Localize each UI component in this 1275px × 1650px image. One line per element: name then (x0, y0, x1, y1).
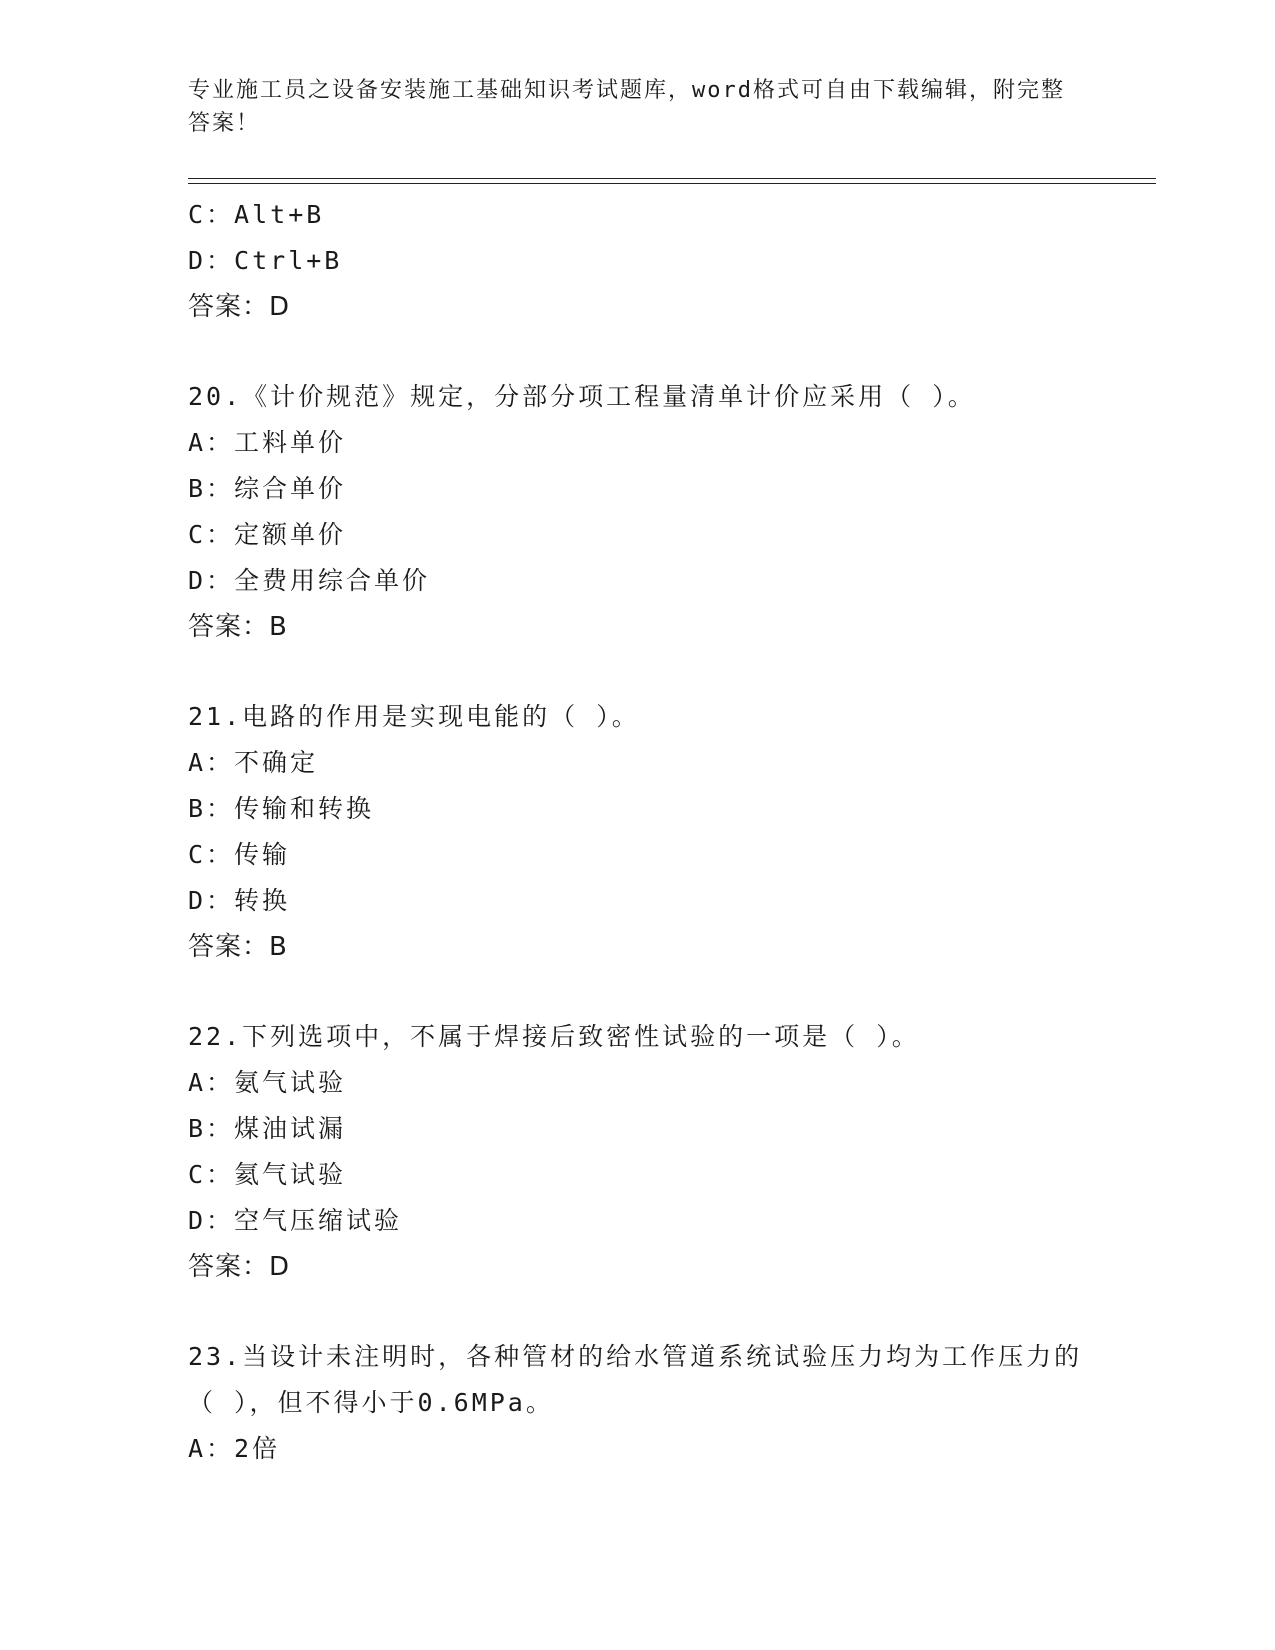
document-header: 专业施工员之设备安装施工基础知识考试题库，word格式可自由下载编辑，附完整答案！ (188, 78, 1065, 136)
question-stem: 20.《计价规范》规定，分部分项工程量清单计价应采用（ ）。 (188, 382, 976, 411)
question-19-continued (188, 192, 1088, 330)
option-d: D：空气压缩试验 (188, 1206, 403, 1235)
option-a: A：不确定 (188, 748, 319, 777)
option-d: D：全费用综合单价 (188, 566, 431, 595)
option-d: D：Ctrl+B (188, 246, 343, 275)
answer-label: 答案：B (188, 932, 288, 962)
option-b: B：传输和转换 (188, 794, 375, 823)
question-22 (188, 1014, 1088, 1290)
option-b: B：综合单价 (188, 474, 347, 503)
option-a: A：氨气试验 (188, 1068, 347, 1097)
option-a: A：2倍 (188, 1434, 281, 1463)
question-23 (188, 1334, 1088, 1472)
header-rule-top (188, 178, 1156, 179)
header-rule-bottom (188, 183, 1156, 184)
question-21 (188, 694, 1088, 970)
option-c: C：传输 (188, 840, 291, 869)
answer-label: 答案：B (188, 612, 288, 642)
question-20 (188, 374, 1088, 650)
question-stem: 23.当设计未注明时，各种管材的给水管道系统试验压力均为工作压力的（ ），但不得小于0.6MPa。 (188, 1342, 1083, 1417)
option-c: C：氦气试验 (188, 1160, 347, 1189)
option-c: C：定额单价 (188, 520, 347, 549)
option-d: D：转换 (188, 886, 291, 915)
answer-label: 答案：D (188, 1252, 291, 1282)
option-c: C：Alt+B (188, 200, 325, 229)
question-stem: 22.下列选项中，不属于焊接后致密性试验的一项是（ ）。 (188, 1022, 920, 1051)
option-b: B：煤油试漏 (188, 1114, 347, 1143)
question-stem: 21.电路的作用是实现电能的（ ）。 (188, 702, 640, 731)
answer-label: 答案：D (188, 292, 291, 322)
question-list (188, 192, 1088, 1472)
option-a: A：工料单价 (188, 428, 347, 457)
